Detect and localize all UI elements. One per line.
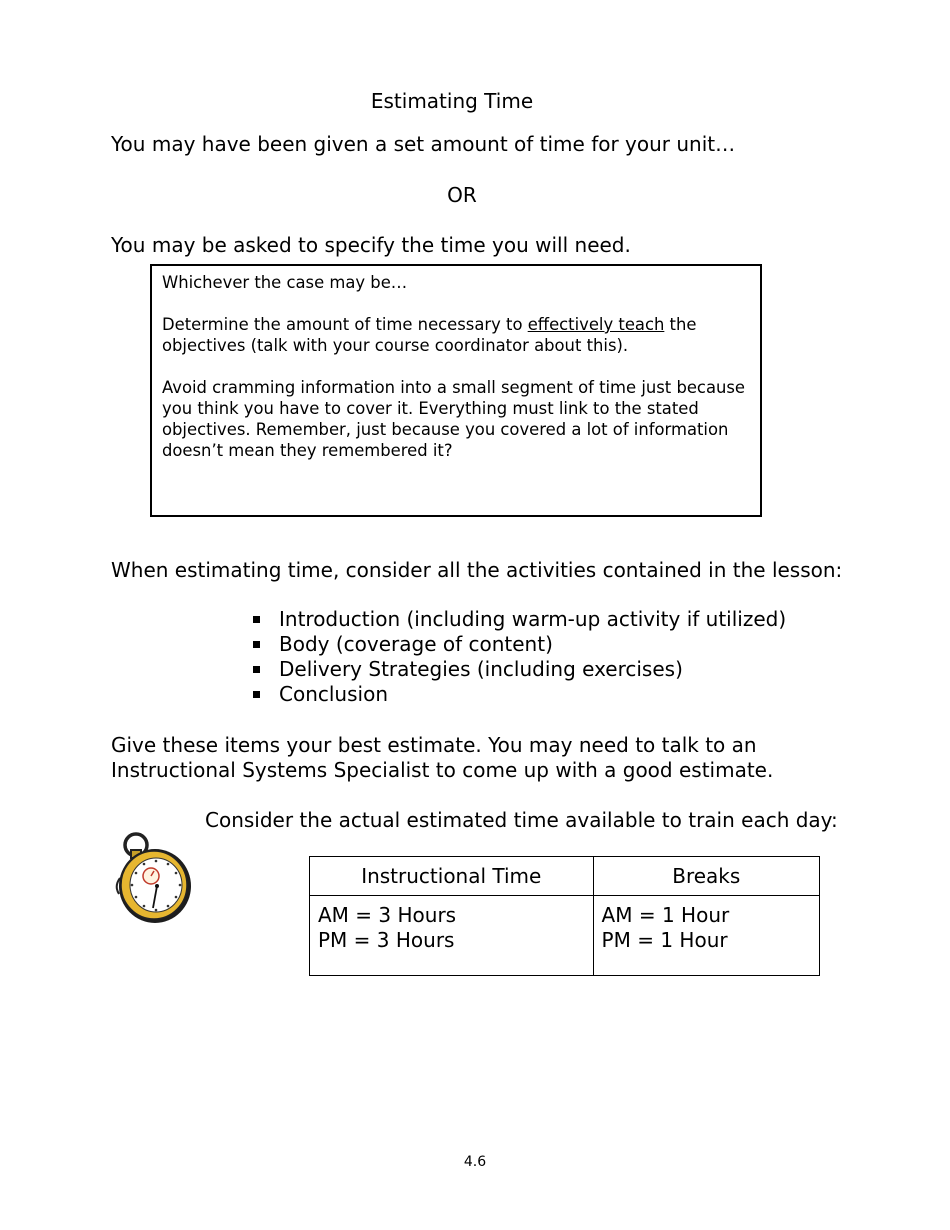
consider-line: Consider the actual estimated time available to train each day: [205,808,838,832]
callout-opening: Whichever the case may be… [162,273,408,292]
am-instructional: AM = 3 Hours [318,903,457,927]
intro-line-given-time: You may have been given a set amount of time for your unit… [111,132,736,156]
am-break: AM = 1 Hour [601,903,730,927]
activities-list [250,607,786,707]
page-title: Estimating Time [370,89,534,113]
time-table [309,856,820,976]
estimate-line-2: Instructional Systems Specialist to come up with a good estimate. [111,758,774,782]
pm-instructional: PM = 3 Hours [318,928,455,952]
intro-line-specify-time: You may be asked to specify the time you will need. [111,233,631,257]
list-item: Body (coverage of content) [250,632,786,657]
or-separator: OR [447,183,477,207]
stopwatch-icon [110,828,196,926]
list-item: Introduction (including warm-up activity if utilized) [250,607,786,632]
list-item: Conclusion [250,682,786,707]
list-item: Delivery Strategies (including exercises) [250,657,786,682]
estimate-line-1: Give these items your best estimate. You may need to talk to an [111,733,757,757]
header-breaks: Breaks [593,857,819,896]
callout-text-after: the objectives (talk with your course coordinator about this). [162,315,697,355]
callout-text-before: Determine the amount of time necessary to [162,315,528,334]
estimate-paragraph [111,733,773,783]
header-instructional-time: Instructional Time [310,857,594,896]
activities-intro: When estimating time, consider all the activities contained in the lesson: [111,558,843,582]
callout-underlined-text: effectively teach [527,315,665,334]
instructional-time-cell [310,896,594,976]
callout-box [150,264,762,517]
pm-break: PM = 1 Hour [601,928,728,952]
breaks-cell [593,896,819,976]
table-row [310,896,820,976]
callout-paragraph-avoid: Avoid cramming information into a small segment of time just because you think you have to cover it. Everything must link to the stated objectives. Remember, just because you covered a lot of information doesn’t mean they remembered it? [162,378,745,460]
table-header-row [310,857,820,896]
callout-paragraph-determine [162,314,750,356]
page-number: 4.6 [463,1154,487,1170]
